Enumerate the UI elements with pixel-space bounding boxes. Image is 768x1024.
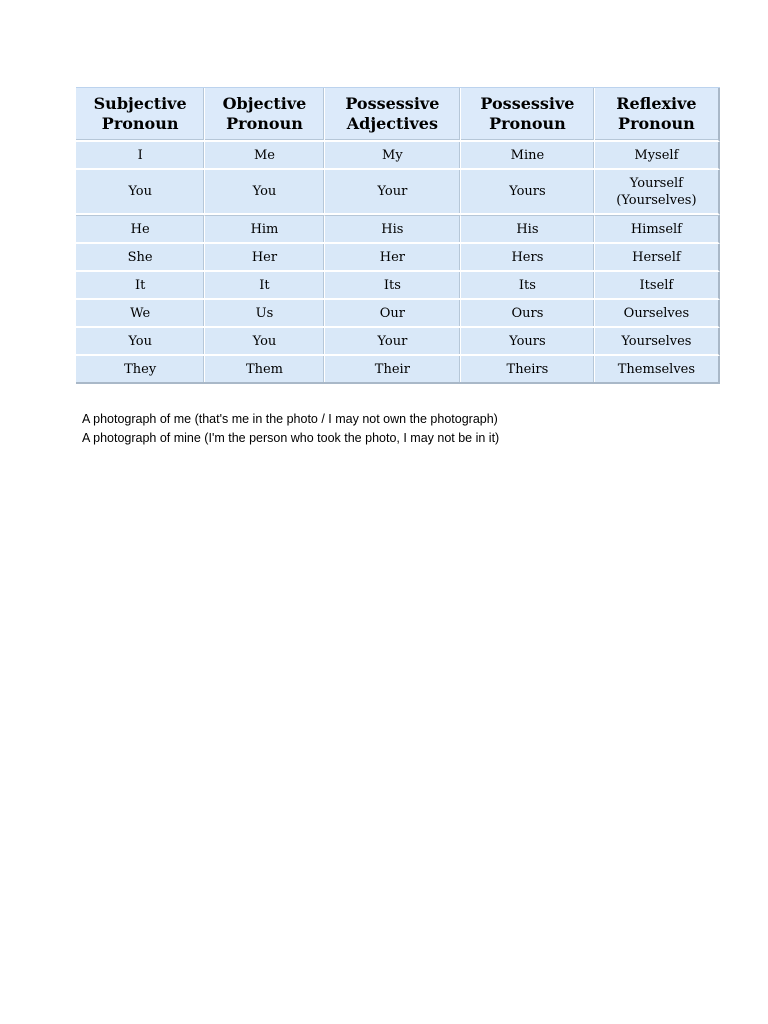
table-cell: Her [205,244,324,272]
table-cell: Them [205,356,324,382]
table-cell: Herself [595,244,720,272]
table-cell: Himself [595,215,720,244]
table-cell: His [461,215,595,244]
note-line: A photograph of me (that's me in the photo / I may not own the photograph) [82,412,498,426]
table-cell: Us [205,300,324,328]
table-cell: Its [325,272,461,300]
table-row [76,215,720,244]
header-line: Subjective [93,94,187,113]
header-line: Pronoun [618,114,695,133]
table-cell: You [205,328,324,356]
table-cell: Yours [461,328,595,356]
table-cell: She [76,244,205,272]
notes [82,410,499,448]
table-row [76,272,720,300]
table-cell: Your [325,328,461,356]
table-cell: His [325,215,461,244]
table-cell: Themselves [595,356,720,382]
header-line: Objective [222,94,307,113]
table-row [76,328,720,356]
table-cell: Its [461,272,595,300]
table-cell: It [205,272,324,300]
table-cell: Yours [461,170,595,215]
header-line: Possessive [480,94,575,113]
table-cell: I [76,142,205,170]
table-cell: Ours [461,300,595,328]
table-cell: Yourself (Yourselves) [595,170,720,215]
header-subjective-pronoun [76,88,205,142]
header-line: Reflexive [616,94,697,113]
header-reflexive-pronoun [595,88,720,142]
table-cell: Mine [461,142,595,170]
header-line: Pronoun [226,114,303,133]
table-cell: Theirs [461,356,595,382]
table-cell: We [76,300,205,328]
header-line: Adjectives [346,114,438,133]
table-cell: Your [325,170,461,215]
table-cell: Myself [595,142,720,170]
table-cell: Hers [461,244,595,272]
table-cell: Our [325,300,461,328]
table-cell: Him [205,215,324,244]
table-cell: Her [325,244,461,272]
table-cell: Itself [595,272,720,300]
header-line: Pronoun [489,114,566,133]
table-cell: My [325,142,461,170]
pronoun-table [76,87,720,384]
header-possessive-pronoun [461,88,595,142]
table-row [76,142,720,170]
table-cell: Yourselves [595,328,720,356]
table-header-row [76,88,720,142]
table-cell: He [76,215,205,244]
header-objective-pronoun [205,88,324,142]
table-row [76,244,720,272]
table-row [76,300,720,328]
header-line: Possessive [345,94,440,113]
table-row [76,356,720,382]
table-cell: You [205,170,324,215]
note-line: A photograph of mine (I'm the person who took the photo, I may not be in it) [82,431,500,445]
table-cell: Me [205,142,324,170]
table-cell: You [76,170,205,215]
header-line: Pronoun [101,114,179,133]
table-cell: Their [325,356,461,382]
table-cell: You [76,328,205,356]
table-cell: It [76,272,205,300]
table-cell: Ourselves [595,300,720,328]
table-cell: They [76,356,205,382]
table-row [76,170,720,215]
header-possessive-adjectives [325,88,461,142]
